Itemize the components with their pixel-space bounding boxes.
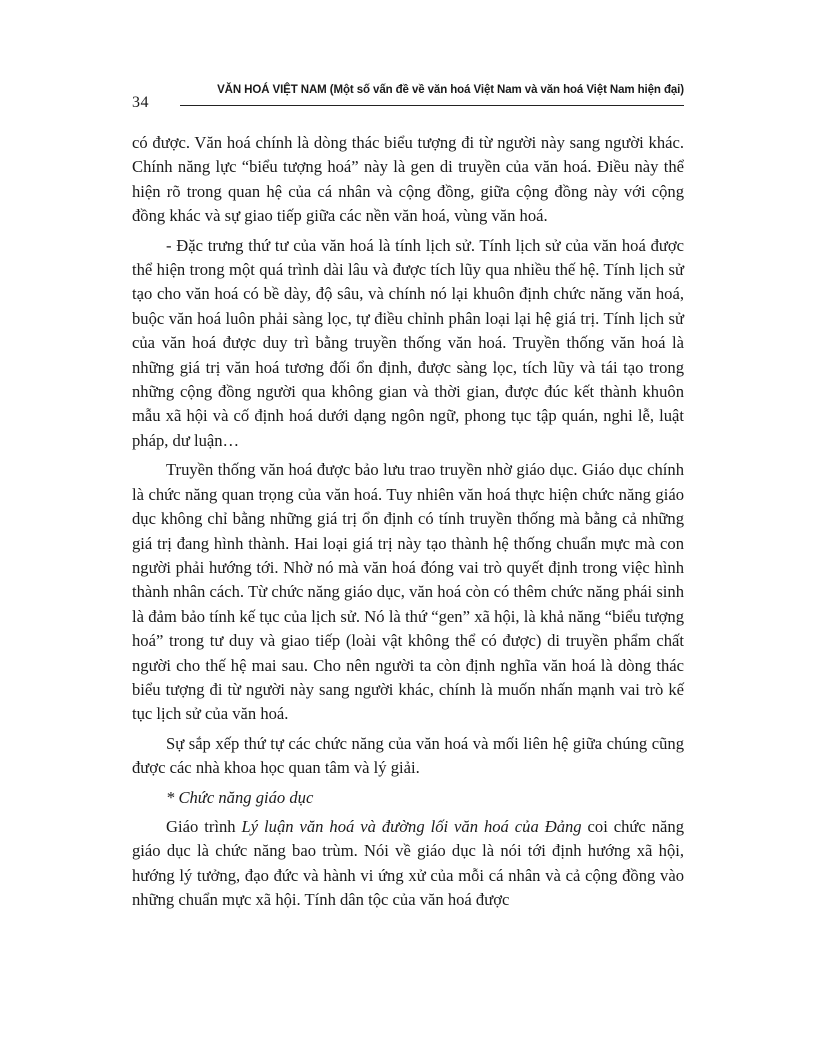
subheading-text: * Chức năng giáo dục <box>166 787 314 807</box>
paragraph-3: Truyền thống văn hoá được bảo lưu trao truyền nhờ giáo dục. Giáo dục chính là chức năng quan trọng của văn hoá. Tuy nhiên văn hoá thực hiện chức năng giáo dục không chỉ bằng những giá trị ổn định có tính truyền thống mà bằng cả những giá trị đang hình thành. Hai loại giá trị này tạo thành hệ thống chuẩn mực mà con người phải hướng tới. Nhờ nó mà văn hoá đóng vai trò quyết định trong việc hình thành nhân cách. Từ chức năng giáo dục, văn hoá còn có thêm chức năng phái sinh là đảm bảo tính kế tục của lịch sử. Nó là thứ “gen” xã hội, là khả năng “biểu tượng hoá” trong tư duy và giao tiếp (loài vật không thể có được) di truyền phẩm chất người cho thế hệ mai sau. Cho nên người ta còn định nghĩa văn hoá là dòng thác biểu tượng đi từ người này sang người khác, chính là muốn nhấn mạnh vai trò kế tục lịch sử của văn hoá. <box>132 460 684 724</box>
paragraph-2: - Đặc trưng thứ tư của văn hoá là tính lịch sử. Tính lịch sử của văn hoá được thể hiện trong một quá trình dài lâu và được tích lũy qua nhiều thế hệ. Tính lịch sử tạo cho văn hoá có bề dày, độ sâu, và chính nó lại khuôn định chức năng văn hoá, buộc văn hoá luôn phải sàng lọc, tự điều chỉnh phân loại lại hệ giá trị. Tính lịch sử của văn hoá được duy trì bằng truyền thống văn hoá. Truyền thống văn hoá là những giá trị văn hoá tương đối ổn định, được sàng lọc, tích lũy và tái tạo trong những cộng đồng người qua không gian và thời gian, được đúc kết thành khuôn mẫu xã hội và cố định hoá dưới dạng ngôn ngữ, phong tục tập quán, nghi lễ, luật pháp, dư luận… <box>132 235 684 450</box>
paragraph-5-rest: coi chức năng giáo dục là chức năng bao trùm. Nói về giáo dục là nói tới định hướng xã hội, hướng lý tưởng, đạo đức và hành vi ứng xử của mỗi cá nhân và cả cộng đồng vào những chuẩn mực xã hội. Tính dân tộc của văn hoá được <box>132 816 684 910</box>
page-header <box>132 84 684 118</box>
page-number: 34 <box>132 94 149 111</box>
section-subheading <box>132 786 684 810</box>
header-rule <box>180 105 684 106</box>
paragraph-4: Sự sắp xếp thứ tự các chức năng của văn hoá và mối liên hệ giữa chúng cũng được các nhà khoa học quan tâm và lý giải. <box>132 733 684 778</box>
body-text <box>132 131 684 918</box>
running-title: VĂN HOÁ VIỆT NAM (Một số vấn đề về văn hoá Việt Nam và văn hoá Việt Nam hiện đại) <box>217 84 684 96</box>
book-title: Lý luận văn hoá và đường lối văn hoá của Đảng <box>241 816 582 836</box>
paragraph-5-start: Giáo trình <box>166 816 242 836</box>
paragraph-1: có được. Văn hoá chính là dòng thác biểu tượng đi từ người này sang người khác. Chính năng lực “biểu tượng hoá” này là gen di truyền của văn hoá. Điều này thể hiện rõ trong quan hệ của cá nhân và cộng đồng, giữa cộng đồng này với cộng đồng khác và sự giao tiếp giữa các nền văn hoá, vùng văn hoá. <box>132 133 684 226</box>
paragraph-5 <box>132 815 684 913</box>
